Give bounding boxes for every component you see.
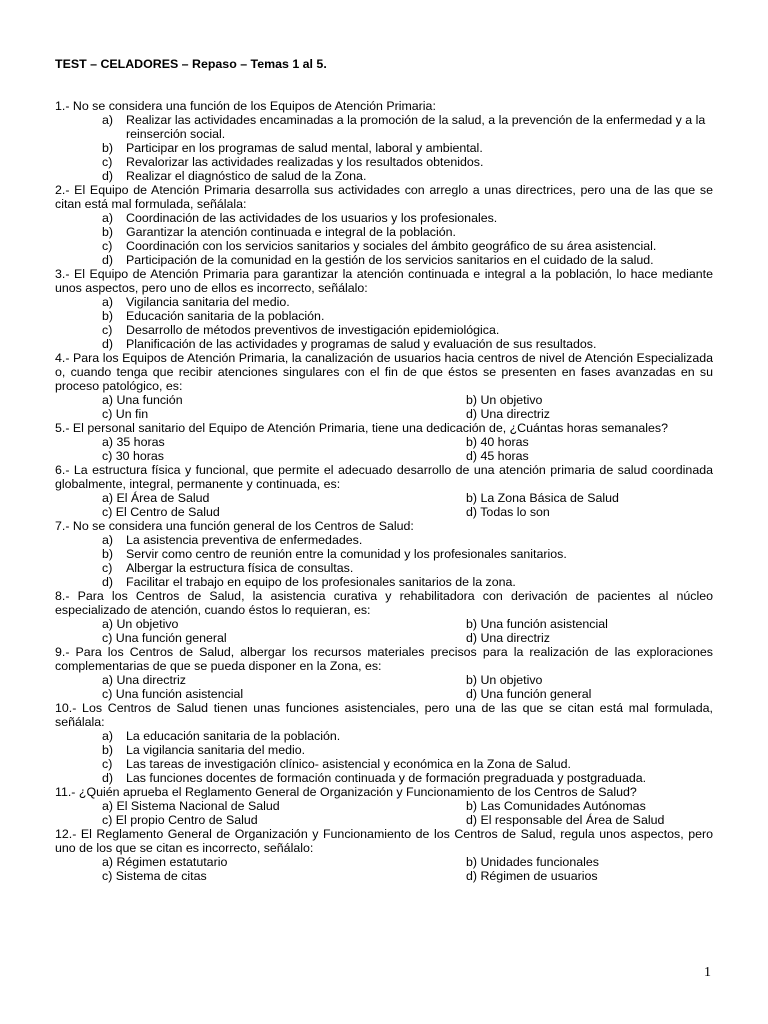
answer-options-grid [55, 617, 713, 645]
question-11 [55, 785, 713, 827]
option-letter: c) [102, 155, 113, 169]
answer-option: d) Una directriz [466, 407, 551, 421]
question-1 [55, 99, 713, 183]
answer-options-grid [55, 435, 713, 463]
option-letter: d) [102, 771, 114, 785]
answer-option: d) 45 horas [466, 449, 529, 463]
question-text: 11.- ¿Quién aprueba el Reglamento General de Organización y Funcionamiento de los Centros de Salud? [55, 785, 637, 799]
question-8 [55, 589, 713, 645]
answer-option [55, 547, 713, 561]
option-text: Participar en los programas de salud mental, laboral y ambiental. [126, 141, 483, 155]
answer-option [55, 575, 713, 589]
answer-option: b) Las Comunidades Autónomas [466, 799, 646, 813]
question-10 [55, 701, 713, 785]
answer-option: d) Régimen de usuarios [466, 869, 598, 883]
option-text: Educación sanitaria de la población. [126, 309, 325, 323]
question-list [55, 99, 713, 883]
option-letter: c) [102, 561, 113, 575]
option-text: Coordinación de las actividades de los usuarios y los profesionales. [126, 211, 498, 225]
option-text: Realizar el diagnóstico de salud de la Zona. [126, 169, 367, 183]
option-text: Realizar las actividades encaminadas a la promoción de la salud, a la prevención de la enfermedad y a la reinserción social. [126, 113, 706, 141]
option-text: Participación de la comunidad en la gestión de los servicios sanitarios en el cuidado de la salud. [126, 253, 654, 267]
option-text: Vigilancia sanitaria del medio. [126, 295, 290, 309]
answer-option: b) La Zona Básica de Salud [466, 491, 619, 505]
answer-option [55, 295, 713, 309]
option-letter: c) [102, 239, 113, 253]
answer-option [55, 113, 713, 141]
answer-option [55, 253, 713, 267]
question-9 [55, 645, 713, 701]
answer-option [55, 757, 713, 771]
answer-option [55, 771, 713, 785]
answer-option: a) Una directriz [102, 673, 187, 687]
page-number: 1 [704, 965, 711, 980]
answer-option: b) 40 horas [466, 435, 529, 449]
answer-options [55, 295, 713, 351]
answer-option: a) Una función [102, 393, 183, 407]
option-text: Garantizar la atención continuada e integral de la población. [126, 225, 456, 239]
document-title: TEST – CELADORES – Repaso – Temas 1 al 5. [55, 57, 327, 71]
answer-option [55, 169, 713, 183]
option-text: Revalorizar las actividades realizadas y los resultados obtenidos. [126, 155, 484, 169]
answer-option [55, 239, 713, 253]
answer-option [55, 533, 713, 547]
question-4 [55, 351, 713, 421]
option-letter: d) [102, 253, 114, 267]
answer-option [55, 337, 713, 351]
option-text: Las funciones docentes de formación continuada y de formación pregraduada y postgraduada. [126, 771, 647, 785]
question-text: 9.- Para los Centros de Salud, albergar los recursos materiales precisos para la realización de las exploraciones complementarias de que se pueda disponer en la Zona, es: [55, 645, 713, 673]
option-text: Desarrollo de métodos preventivos de investigación epidemiológica. [126, 323, 500, 337]
option-letter: b) [102, 743, 114, 757]
question-7 [55, 519, 713, 589]
option-letter: d) [102, 337, 114, 351]
answer-option: b) Unidades funcionales [466, 855, 599, 869]
answer-option: c) El propio Centro de Salud [102, 813, 258, 827]
question-text: 6.- La estructura física y funcional, que permite el adecuado desarrollo de una atención primaria de salud coordinada globalmente, integral, permanente y continuada, es: [55, 463, 713, 491]
answer-option: d) Una función general [466, 687, 592, 701]
option-letter: b) [102, 225, 114, 239]
answer-options-grid [55, 855, 713, 883]
answer-option: b) Un objetivo [466, 393, 543, 407]
answer-options-grid [55, 491, 713, 519]
option-text: Planificación de las actividades y programas de salud y evaluación de sus resultados. [126, 337, 597, 351]
answer-option: a) 35 horas [102, 435, 165, 449]
question-5 [55, 421, 713, 463]
answer-option [55, 155, 713, 169]
option-text: La educación sanitaria de la población. [126, 729, 341, 743]
answer-options [55, 113, 713, 183]
answer-option: d) El responsable del Área de Salud [466, 813, 665, 827]
question-3 [55, 267, 713, 351]
answer-option: a) Un objetivo [102, 617, 179, 631]
answer-options-grid [55, 799, 713, 827]
answer-option: a) El Sistema Nacional de Salud [102, 799, 280, 813]
option-text: La asistencia preventiva de enfermedades. [126, 533, 363, 547]
question-text: 12.- El Reglamento General de Organización y Funcionamiento de los Centros de Salud, regula unos aspectos, pero uno de los que se citan es incorrecto, señálalo: [55, 827, 713, 855]
answer-options-grid [55, 673, 713, 701]
question-2 [55, 183, 713, 267]
option-letter: b) [102, 547, 114, 561]
option-letter: d) [102, 575, 114, 589]
option-letter: a) [102, 295, 114, 309]
answer-option: b) Un objetivo [466, 673, 543, 687]
question-text: 4.- Para los Equipos de Atención Primaria, la canalización de usuarios hacia centros de nivel de Atención Especializada o, cuando tenga que recibir atenciones singulares con el fin de que éstos se presenten en fases avanzadas en su proceso patológico, es: [55, 351, 713, 393]
answer-options [55, 729, 713, 785]
answer-options-grid [55, 393, 713, 421]
answer-option: c) Sistema de citas [102, 869, 207, 883]
answer-options [55, 533, 713, 589]
answer-option: d) Una directriz [466, 631, 551, 645]
answer-option [55, 729, 713, 743]
question-text: 2.- El Equipo de Atención Primaria desarrolla sus actividades con arreglo a unas directrices, pero una de las que se citan está mal formulada, señálala: [55, 183, 713, 211]
option-text: La vigilancia sanitaria del medio. [126, 743, 306, 757]
option-text: Coordinación con los servicios sanitarios y sociales del ámbito geográfico de su área asistencial. [126, 239, 657, 253]
answer-option [55, 141, 713, 155]
option-letter: a) [102, 211, 114, 225]
question-6 [55, 463, 713, 519]
answer-option: c) El Centro de Salud [102, 505, 220, 519]
answer-option [55, 323, 713, 337]
question-text: 7.- No se considera una función general de los Centros de Salud: [55, 519, 414, 533]
answer-options [55, 211, 713, 267]
answer-option [55, 309, 713, 323]
option-text: Las tareas de investigación clínico- asistencial y económica en la Zona de Salud. [126, 757, 571, 771]
answer-option: c) Un fin [102, 407, 149, 421]
answer-option [55, 225, 713, 239]
option-letter: c) [102, 323, 113, 337]
answer-option: c) Una función general [102, 631, 227, 645]
option-text: Albergar la estructura física de consultas. [126, 561, 354, 575]
question-text: 10.- Los Centros de Salud tienen unas funciones asistenciales, pero una de las que se citan está mal formulada, señálala: [55, 701, 713, 729]
question-text: 5.- El personal sanitario del Equipo de Atención Primaria, tiene una dedicación de, ¿Cuántas horas semanales? [55, 421, 669, 435]
option-text: Facilitar el trabajo en equipo de los profesionales sanitarios de la zona. [126, 575, 516, 589]
answer-option [55, 743, 713, 757]
option-letter: c) [102, 757, 113, 771]
answer-option: a) El Área de Salud [102, 491, 210, 505]
answer-option: b) Una función asistencial [466, 617, 608, 631]
question-text: 1.- No se considera una función de los Equipos de Atención Primaria: [55, 99, 436, 113]
answer-option [55, 561, 713, 575]
option-text: Servir como centro de reunión entre la comunidad y los profesionales sanitarios. [126, 547, 567, 561]
option-letter: b) [102, 141, 114, 155]
answer-option: c) Una función asistencial [102, 687, 244, 701]
answer-option [55, 211, 713, 225]
question-text: 3.- El Equipo de Atención Primaria para garantizar la atención continuada e integral a la población, lo hace mediante unos aspectos, pero uno de ellos es incorrecto, señálalo: [55, 267, 713, 295]
option-letter: b) [102, 309, 114, 323]
option-letter: a) [102, 729, 114, 743]
answer-option: c) 30 horas [102, 449, 164, 463]
answer-option: d) Todas lo son [466, 505, 550, 519]
option-letter: a) [102, 113, 114, 127]
option-letter: d) [102, 169, 114, 183]
question-text: 8.- Para los Centros de Salud, la asistencia curativa y rehabilitadora con derivación de pacientes al núcleo especializado de atención, cuando éstos lo requieran, es: [55, 589, 713, 617]
option-letter: a) [102, 533, 114, 547]
answer-option: a) Régimen estatutario [102, 855, 228, 869]
question-12 [55, 827, 713, 883]
